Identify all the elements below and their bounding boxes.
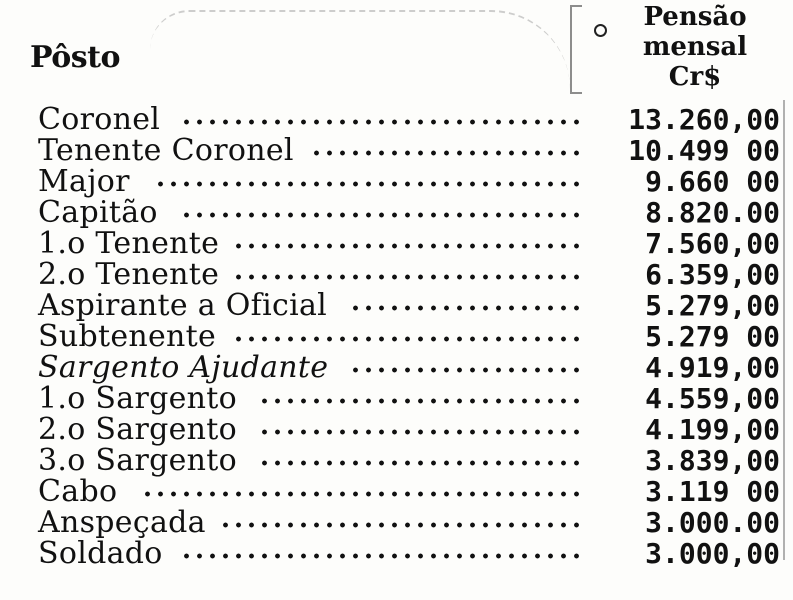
pension-value: 6.359,00 <box>645 258 780 291</box>
rank-name: Subtenente <box>38 319 217 354</box>
table-row <box>0 135 793 166</box>
table-row <box>0 259 793 290</box>
rank-name: 2.o Sargento <box>38 412 237 447</box>
pension-value: 9.660 00 <box>645 165 780 198</box>
pension-column-header <box>605 2 785 92</box>
dot-leader <box>310 150 583 156</box>
rank-name: Cabo <box>38 474 118 509</box>
dot-leader <box>232 274 583 280</box>
dot-leader <box>349 367 583 373</box>
pension-value: 8.820.00 <box>645 196 780 229</box>
pension-value: 4.559,00 <box>645 382 780 415</box>
pension-value: 5.279,00 <box>645 289 780 322</box>
dot-leader <box>258 398 583 404</box>
pension-value: 3.839,00 <box>645 444 780 477</box>
pension-value: 13.260,00 <box>628 103 780 136</box>
pension-value: 4.919,00 <box>645 351 780 384</box>
dot-leader <box>180 119 583 125</box>
dot-leader <box>219 522 583 528</box>
table-row <box>0 476 793 507</box>
table-row <box>0 166 793 197</box>
table-row <box>0 414 793 445</box>
rank-name: Soldado <box>38 536 163 571</box>
pension-value: 7.560,00 <box>645 227 780 260</box>
print-smudge <box>150 10 570 102</box>
dot-leader <box>154 181 583 187</box>
dot-leader <box>232 336 583 342</box>
pension-header-line1: Pensão <box>643 2 747 32</box>
rank-name: Major <box>38 164 130 199</box>
table-row <box>0 383 793 414</box>
dot-leader <box>258 460 583 466</box>
table-row <box>0 352 793 383</box>
pension-header-line3: Cr$ <box>668 62 722 92</box>
table-row <box>0 321 793 352</box>
rank-name: 1.o Tenente <box>38 226 220 261</box>
rank-name: Aspirante a Oficial <box>38 288 328 323</box>
rank-name: 2.o Tenente <box>38 257 220 292</box>
rank-column-header: Pôsto <box>30 40 121 75</box>
dot-leader <box>180 212 583 218</box>
pension-value: 10.499 00 <box>628 134 780 167</box>
rank-name: 1.o Sargento <box>38 381 237 416</box>
pension-table <box>0 104 793 569</box>
table-row <box>0 445 793 476</box>
table-row <box>0 197 793 228</box>
rank-name: Tenente Coronel <box>38 133 294 168</box>
rank-name: Capitão <box>38 195 158 230</box>
rank-name: Anspeçada <box>38 505 206 540</box>
table-row <box>0 290 793 321</box>
pension-value: 3.119 00 <box>645 475 780 508</box>
rank-name: 3.o Sargento <box>38 443 237 478</box>
rank-name: Coronel <box>38 102 161 137</box>
pension-value: 4.199,00 <box>645 413 780 446</box>
rank-name: Sargento Ajudante <box>38 350 329 385</box>
dot-leader <box>258 429 583 435</box>
table-row <box>0 507 793 538</box>
dot-leader <box>141 491 583 497</box>
dot-leader <box>349 305 583 311</box>
bracket-mark <box>570 5 582 94</box>
dot-leader <box>232 243 583 249</box>
right-edge-rule <box>783 100 785 560</box>
dot-leader <box>180 553 583 559</box>
pension-header-line2: mensal <box>642 32 748 62</box>
table-row <box>0 228 793 259</box>
pension-value: 3.000,00 <box>645 537 780 570</box>
table-row <box>0 538 793 569</box>
table-row <box>0 104 793 135</box>
pension-value: 3.000.00 <box>645 506 780 539</box>
pension-value: 5.279 00 <box>645 320 780 353</box>
